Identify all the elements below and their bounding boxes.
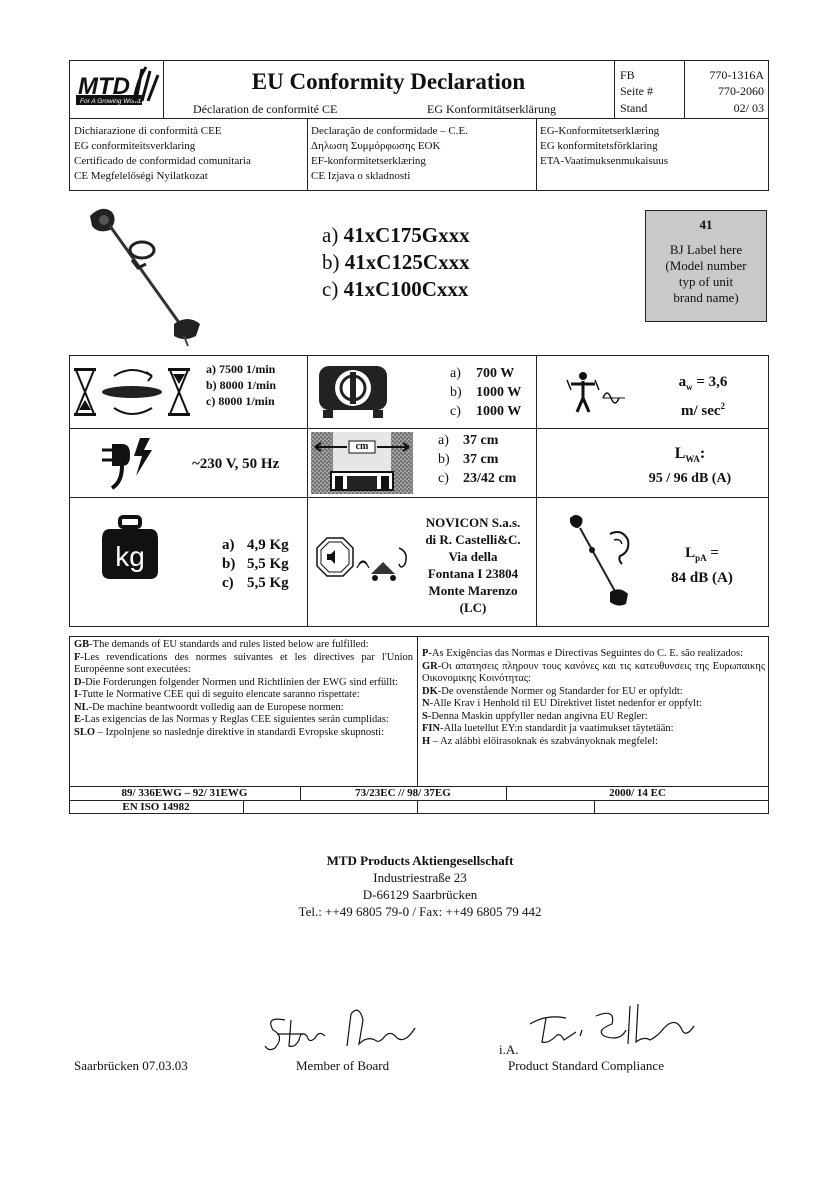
meta-value-page: 770-2060: [718, 84, 764, 98]
mtd-logo: [74, 65, 160, 117]
electric-plug-icon: [100, 436, 158, 497]
sound-power-value: $L_{WA}$: 95 / 96 dB (A): [648, 445, 732, 487]
cutting-width-prefixes: a) b) c): [438, 433, 450, 486]
cutting-width-values: 37 cm 37 cm 23/42 cm: [463, 433, 517, 486]
notified-body: NOVICON S.a.s. di R. Castelli&C. Via della Fontana I 23804 Monte Marenzo (LC): [425, 515, 521, 615]
signature-board-member: [255, 1000, 425, 1065]
translations-col2: Declaração de conformidade – C.E. Δηλωση Συμμόρφωσης EOK EF-konformitetserklæring CE Izjava o skladnosti: [311, 125, 468, 182]
cutting-width-icon-label: cm: [355, 441, 369, 452]
noise-test-icon: [313, 534, 409, 589]
standard-en-iso: EN ISO 14982: [122, 801, 190, 813]
cutting-width-icon: [311, 432, 413, 499]
directive-1: 89/ 336EWG – 92/ 31EWG: [121, 787, 248, 799]
subtitle-de: EG Konformitätserklärung: [427, 102, 556, 116]
board-member-role: Member of Board: [296, 1058, 390, 1073]
compliance-role: Product Standard Compliance: [508, 1058, 664, 1073]
vibration-value: $a_w = 3,6$ m/ $\sec^2$: [678, 374, 728, 419]
label-number: 41: [699, 217, 713, 232]
directive-3: 2000/ 14 EC: [609, 787, 666, 799]
voltage-value: ~230 V, 50 Hz: [192, 456, 280, 472]
standards-left: GB-The demands of EU standards and rules listed below are fulfilled: F-Les revendications des normes suivantes et les directives par l'Union Européenne sont executées: D-Die Forderungen folgender Normen und Richtlinien der EWG sind erfüllt: I-Tutte le Normative CEE qui di seguito elencate saranno rispettate: NL-De machine beantwoordt volledig aan de Europese normen: E-Las exigencias de las Normas y Reglas CEE siguientes serán cumplidas: SLO – Izpolnjene so naslednje direktive in standardi Evropske skupnosti:: [74, 639, 413, 738]
operator-hearing-icon: [566, 512, 636, 617]
speed-values: a) 7500 1/min b) 8000 1/min c) 8000 1/min: [206, 362, 277, 408]
place-date: Saarbrücken 07.03.03: [74, 1058, 188, 1073]
logo-text: MTD: [78, 73, 130, 100]
logo-tagline: For A Growing World.: [80, 98, 143, 105]
power-values: 700 W 1000 W 1000 W: [476, 366, 522, 419]
weight-icon-label: kg: [115, 541, 145, 572]
meta-label-fb: FB: [620, 68, 635, 82]
weight-values: 4,9 Kg 5,5 Kg 5,5 Kg: [247, 537, 289, 591]
trimmer-illustration: [80, 198, 220, 348]
company-name: MTD Products Aktiengesellschaft: [326, 853, 514, 868]
speed-icon: [74, 366, 192, 423]
sound-pressure-value: $L_{pA}$ = 84 dB (A): [671, 545, 733, 586]
meta-label-stand: Stand: [620, 101, 648, 115]
model-line: a) 41xC175Gxxx: [322, 223, 470, 247]
meta-value-stand: 02/ 03: [733, 101, 764, 115]
weight-icon: [100, 515, 160, 586]
signature-compliance: [526, 996, 696, 1061]
translations-col3: EG-Konformitetserklæring EG konformitetsförklaring ETA-Vaatimuksenmukaisuus: [540, 125, 669, 167]
translations-col1: Dichiarazione di conformità CEE EG conformiteitsverklaring Certificado de conformidad comunitaria CE Megfelelőségi Nyilatkozat: [74, 125, 251, 182]
power-prefixes: a) b) c): [450, 366, 462, 419]
model-line: c) 41xC100Cxxx: [322, 277, 469, 301]
meta-value-fb: 770-1316A: [709, 68, 764, 82]
subtitle-fr: Déclaration de conformité CE: [193, 102, 338, 116]
company-address: MTD Products Aktiengesellschaft Industriestraße 23 D-66129 Saarbrücken Tel.: ++49 6805 79-0 / Fax: ++49 6805 79 442: [200, 852, 640, 920]
weight-prefixes: a) b) c): [222, 537, 236, 591]
vibration-icon: [565, 370, 627, 419]
motor-icon: [315, 362, 391, 425]
signature-prefix: i.A.: [499, 1042, 519, 1057]
meta-label-page: Seite #: [620, 84, 653, 98]
model-line: b) 41xC125Cxxx: [322, 250, 470, 274]
label-placeholder-box: 41 BJ Label here (Model number typ of unit brand name): [645, 210, 767, 322]
standards-right: P-As Exigências das Normas e Directivas Seguintes do C. E. são realizados: GR-Οι απατησεις πληρουν τους κανόνες και τις κατευθυνσεις της Ευρωπαικης Οικονομικης Κοινότητας: DK-De ovenstående Normer og Standarder for EU er opfyldt: N-Alle Krav i Henhold til EU Direktivet listet nedenfor er oppfylt: S-Denna Maskin uppfyller nedan angivna EU Regler: FIN-Alla luetellut EY:n standardit ja vaatimukset täytetään: H – Az alábbi előirasoknak és szabványoknak megfelel:: [422, 648, 765, 747]
page-title: EU Conformity Declaration: [251, 69, 526, 94]
directive-2: 73/23EC // 98/ 37EG: [355, 787, 451, 799]
model-list: [322, 222, 470, 303]
